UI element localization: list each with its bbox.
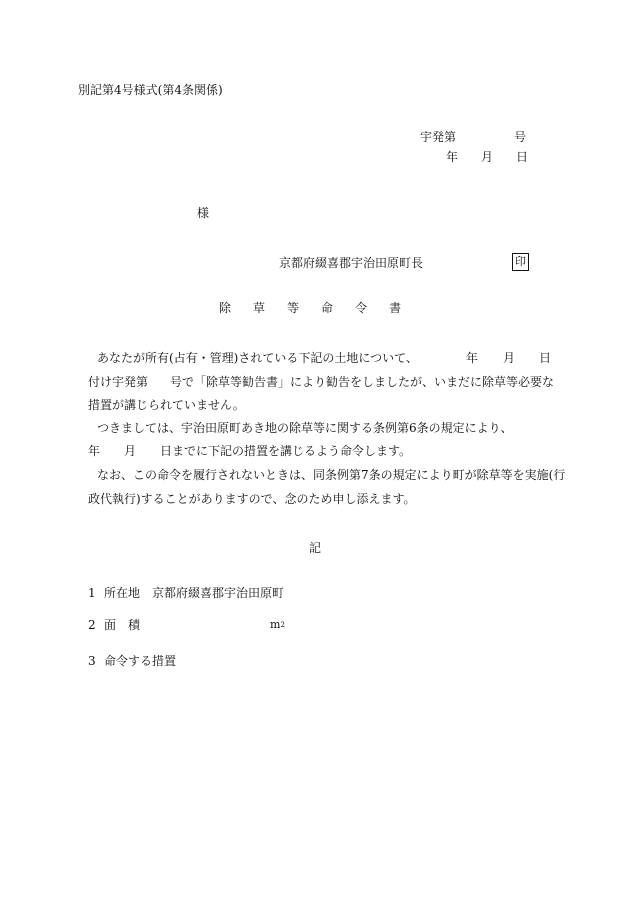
- item-1-value: 京都府綴喜郡宇治田原町: [152, 586, 285, 600]
- date-day-label: 日: [516, 150, 529, 164]
- document-number-label: 宇発第: [420, 130, 457, 144]
- body-line-2: 号で「除草等勧告書」により勧告をしましたが、いまだに除草等必要な: [170, 375, 555, 389]
- body-line-5-month: 月: [124, 444, 137, 458]
- body-line-7: 政代執行)することがありますので、念のため申し添えます。: [88, 492, 416, 506]
- item-3-number: 3: [88, 654, 96, 668]
- title-char: 草: [253, 301, 266, 315]
- title-char: 書: [389, 301, 402, 315]
- title-char: 除: [219, 301, 232, 315]
- item-1-label: 所在地: [104, 586, 141, 600]
- unit-exponent: 2: [280, 621, 285, 629]
- document-title: [219, 300, 401, 316]
- title-char: 等: [287, 301, 300, 315]
- form-label: 別記第4号様式(第4条関係): [78, 83, 223, 97]
- item-2-label-part-1: 面: [104, 618, 117, 632]
- title-char: 令: [355, 301, 368, 315]
- document-number-suffix: 号: [514, 130, 527, 144]
- issuer-name: 京都府綴喜郡宇治田原町長: [279, 256, 424, 270]
- item-2-unit: [270, 617, 285, 633]
- body-line-3: 措置が講じられていません。: [88, 398, 245, 412]
- body-line-1-year: 年: [466, 351, 479, 365]
- body-line-2-prefix: 付け宇発第: [88, 375, 149, 389]
- body-line-1: あなたが所有(占有・管理)されている下記の土地について、: [97, 351, 418, 365]
- body-line-6: なお、この命令を履行されないときは、同条例第7条の規定により町が除草等を実施(行: [97, 468, 566, 482]
- body-line-1-day: 日: [539, 351, 552, 365]
- item-2-label-part-2: 積: [128, 618, 141, 632]
- ki-heading: 記: [309, 541, 322, 555]
- body-line-5: 日までに下記の措置を講じるよう命令します。: [160, 444, 412, 458]
- item-1-number: 1: [88, 586, 96, 600]
- date-year-label: 年: [446, 150, 459, 164]
- item-2-number: 2: [88, 618, 96, 632]
- unit-base: m: [270, 618, 281, 631]
- title-char: 命: [321, 301, 334, 315]
- seal-stamp: 印: [512, 253, 529, 271]
- body-line-1-month: 月: [503, 351, 516, 365]
- body-line-5-year: 年: [88, 444, 101, 458]
- item-3-label: 命令する措置: [104, 654, 177, 668]
- date-month-label: 月: [481, 150, 494, 164]
- addressee-suffix: 様: [197, 206, 210, 220]
- body-line-4: つきましては、宇治田原町あき地の除草等に関する条例第6条の規定により、: [97, 421, 513, 435]
